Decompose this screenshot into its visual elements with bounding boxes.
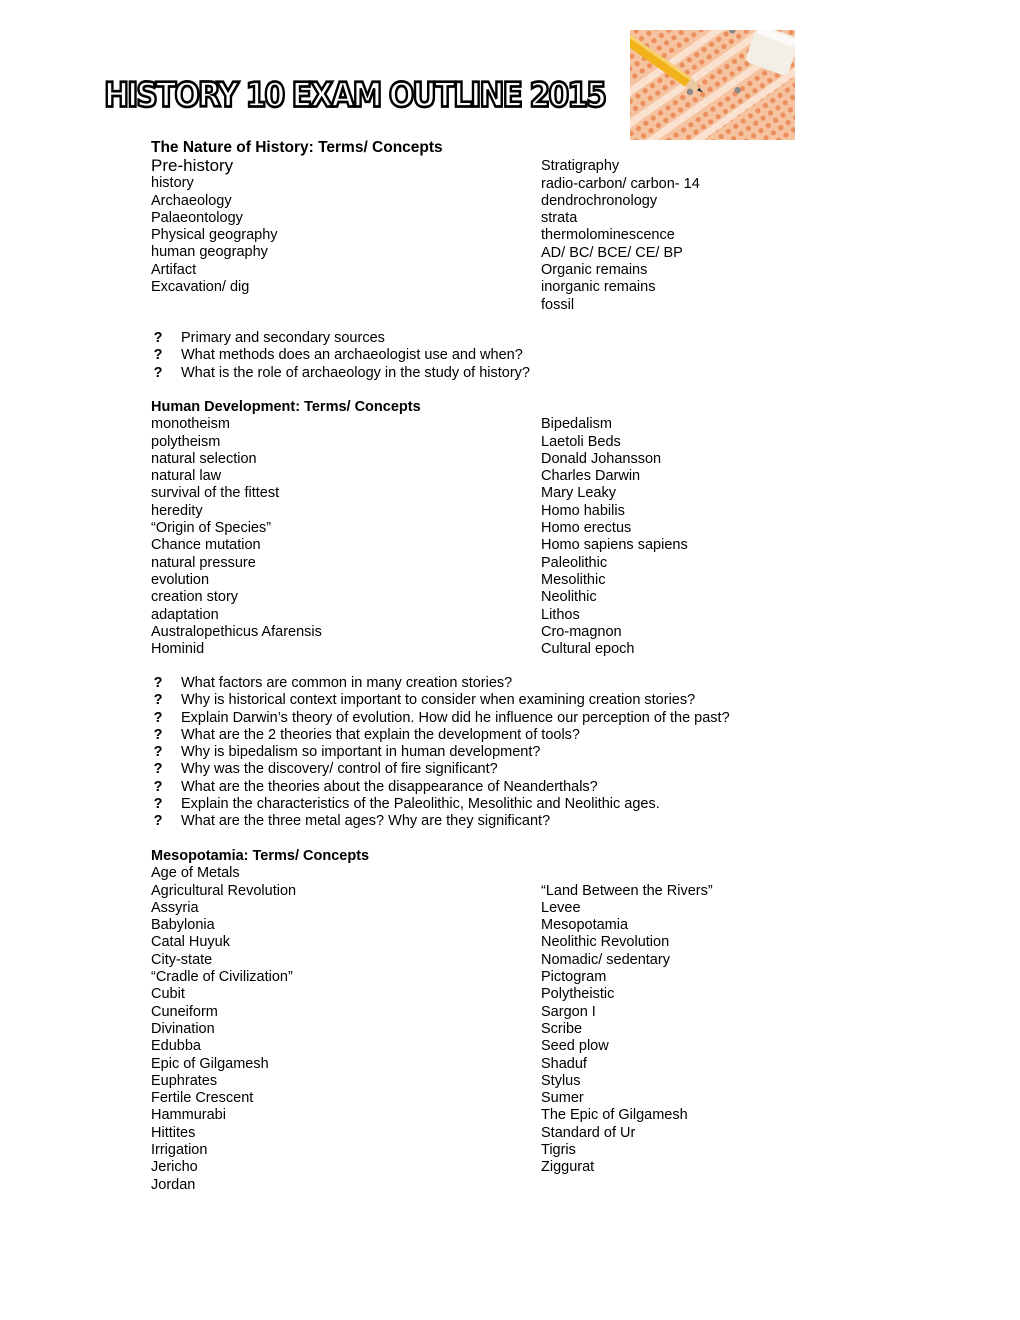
question-item: [151, 727, 871, 744]
term-item: Sumer: [541, 1090, 584, 1107]
term-item: thermolominescence: [541, 227, 675, 244]
question-item: [151, 365, 871, 382]
term-item: Palaeontology: [151, 209, 243, 226]
question-text: What is the role of archaeology in the study of history?: [181, 364, 530, 381]
term-item: Donald Johansson: [541, 450, 662, 467]
term-item: Mesopotamia: [541, 917, 629, 934]
question-item: [151, 347, 871, 364]
term-item: dendrochronology: [541, 192, 658, 209]
question-text: What are the theories about the disappearance of Neanderthals?: [181, 778, 598, 795]
question-text: Primary and secondary sources: [181, 330, 385, 346]
question-text: Explain Darwin’s theory of evolution. How did he influence our perception of the past?: [181, 709, 730, 726]
term-item: history: [151, 175, 194, 192]
question-mark-icon: ?: [153, 347, 163, 364]
question-item: [151, 796, 871, 813]
term-item: Charles Darwin: [541, 468, 641, 485]
term-item: Australopethicus Afarensis: [151, 623, 322, 640]
term-item: Physical geography: [151, 227, 278, 244]
question-mark-icon: ?: [153, 692, 163, 709]
term-item: “Cradle of Civilization”: [151, 969, 293, 986]
term-item: evolution: [151, 571, 210, 588]
terms-left-column: [151, 416, 541, 658]
question-mark-icon: ?: [153, 796, 163, 813]
terms-right-column: [541, 865, 871, 1194]
term-item: Stylus: [541, 1072, 581, 1089]
question-text: What are the three metal ages? Why are they significant?: [181, 813, 551, 830]
question-item: [151, 710, 871, 727]
term-item: Pre-history: [151, 156, 234, 176]
question-mark-icon: ?: [153, 761, 163, 778]
page-title: HISTORY 10 EXAM OUTLINE 2015: [104, 76, 605, 116]
term-item: Epic of Gilgamesh: [151, 1055, 269, 1072]
term-item: Mary Leaky: [541, 485, 616, 502]
term-item: Homo sapiens sapiens: [541, 537, 688, 554]
section-heading-meso: Mesopotamia: Terms/ Concepts: [151, 848, 370, 864]
term-item: Pictogram: [541, 969, 607, 986]
section-nature-of-history: [151, 139, 871, 314]
term-item: Fertile Crescent: [151, 1090, 254, 1107]
term-item: Bipedalism: [541, 416, 612, 433]
section-human-development: [151, 399, 871, 658]
term-item: Polytheistic: [541, 986, 615, 1003]
term-item: Scribe: [541, 1020, 583, 1037]
term-item: polytheism: [151, 433, 221, 450]
question-mark-icon: ?: [153, 675, 163, 691]
term-item: AD/ BC/ BCE/ CE/ BP: [541, 244, 683, 261]
term-item: Hammurabi: [151, 1107, 226, 1124]
term-item: Euphrates: [151, 1072, 218, 1089]
question-mark-icon: ?: [153, 813, 163, 830]
term-item: Homo habilis: [541, 502, 625, 519]
questions-human: [151, 675, 871, 831]
term-item: creation story: [151, 589, 239, 606]
question-text: Why was the discovery/ control of fire significant?: [181, 761, 498, 778]
term-item: fossil: [541, 296, 575, 313]
question-text: Explain the characteristics of the Paleolithic, Mesolithic and Neolithic ages.: [181, 796, 660, 813]
question-item: [151, 779, 871, 796]
term-item: “Origin of Species”: [151, 520, 272, 537]
term-item: Divination: [151, 1020, 215, 1037]
term-item: Standard of Ur: [541, 1124, 636, 1141]
term-item: natural selection: [151, 450, 257, 467]
section-heading-human: Human Development: Terms/ Concepts: [151, 399, 421, 415]
terms-right-column: [541, 157, 871, 314]
term-item: Shaduf: [541, 1055, 587, 1072]
term-item: Chance mutation: [151, 537, 261, 554]
term-item: Seed plow: [541, 1038, 609, 1055]
question-item: [151, 744, 871, 761]
term-item: Laetoli Beds: [541, 433, 621, 450]
term-item: Ziggurat: [541, 1159, 595, 1176]
term-item: adaptation: [151, 606, 219, 623]
term-item: heredity: [151, 502, 203, 519]
term-item: Catal Huyuk: [151, 934, 230, 951]
term-item: natural pressure: [151, 554, 256, 571]
question-mark-icon: ?: [153, 726, 163, 743]
questions-nature: [151, 330, 871, 382]
term-item: Stratigraphy: [541, 158, 620, 175]
term-item: natural law: [151, 468, 222, 485]
term-item: Cro-magnon: [541, 623, 622, 640]
term-item: Age of Metals: [151, 865, 240, 882]
exam-answer-sheet-pencil-image: [630, 30, 795, 140]
question-mark-icon: ?: [153, 778, 163, 795]
term-item: City-state: [151, 951, 213, 968]
question-mark-icon: ?: [153, 364, 163, 381]
term-item: Edubba: [151, 1038, 201, 1055]
terms-left-column: [151, 865, 541, 1194]
question-text: Why is historical context important to consider when examining creation stories?: [181, 692, 696, 709]
term-item: Nomadic/ sedentary: [541, 951, 670, 968]
term-item: inorganic remains: [541, 279, 656, 296]
term-item: Levee: [541, 899, 581, 916]
section-mesopotamia: [151, 848, 871, 1194]
section-heading-nature: The Nature of History: Terms/ Concepts: [151, 139, 443, 156]
term-item: “Land Between the Rivers”: [541, 882, 713, 899]
term-item: Assyria: [151, 899, 199, 916]
question-item: [151, 813, 871, 830]
term-item: Excavation/ dig: [151, 279, 250, 296]
term-item: Cubit: [151, 986, 185, 1003]
term-item: Sargon I: [541, 1003, 596, 1020]
term-item: monotheism: [151, 416, 230, 433]
question-mark-icon: ?: [153, 744, 163, 761]
term-item: survival of the fittest: [151, 485, 280, 502]
question-text: What are the 2 theories that explain the development of tools?: [181, 726, 580, 743]
question-item: [151, 675, 871, 692]
question-item: [151, 692, 871, 709]
term-item: Cuneiform: [151, 1003, 218, 1020]
term-item: Neolithic: [541, 589, 597, 606]
term-item: Organic remains: [541, 262, 648, 279]
term-item: Artifact: [151, 261, 197, 278]
term-item: human geography: [151, 244, 268, 261]
terms-left-column: [151, 157, 541, 314]
question-text: What factors are common in many creation stories?: [181, 675, 513, 691]
question-item: [151, 330, 871, 347]
term-item: Irrigation: [151, 1142, 208, 1159]
question-mark-icon: ?: [153, 330, 163, 346]
term-item: Mesolithic: [541, 571, 606, 588]
question-text: What methods does an archaeologist use and when?: [181, 347, 523, 364]
terms-right-column: [541, 416, 871, 658]
term-item: Jordan: [151, 1176, 196, 1193]
term-item: Homo erectus: [541, 520, 632, 537]
term-item: Cultural epoch: [541, 641, 635, 658]
term-item: Lithos: [541, 606, 580, 623]
term-item: The Epic of Gilgamesh: [541, 1107, 688, 1124]
term-item: radio-carbon/ carbon- 14: [541, 175, 700, 192]
term-item: Neolithic Revolution: [541, 934, 670, 951]
term-item: Paleolithic: [541, 554, 608, 571]
question-text: Why is bipedalism so important in human development?: [181, 744, 541, 761]
question-item: [151, 761, 871, 778]
question-mark-icon: ?: [153, 709, 163, 726]
term-item: Jericho: [151, 1159, 198, 1176]
term-item: Hittites: [151, 1124, 196, 1141]
term-item: strata: [541, 210, 578, 227]
term-item: Babylonia: [151, 917, 215, 934]
term-item: Hominid: [151, 641, 205, 658]
term-item: Agricultural Revolution: [151, 882, 297, 899]
term-item: Tigris: [541, 1142, 576, 1159]
term-item: Archaeology: [151, 192, 232, 209]
